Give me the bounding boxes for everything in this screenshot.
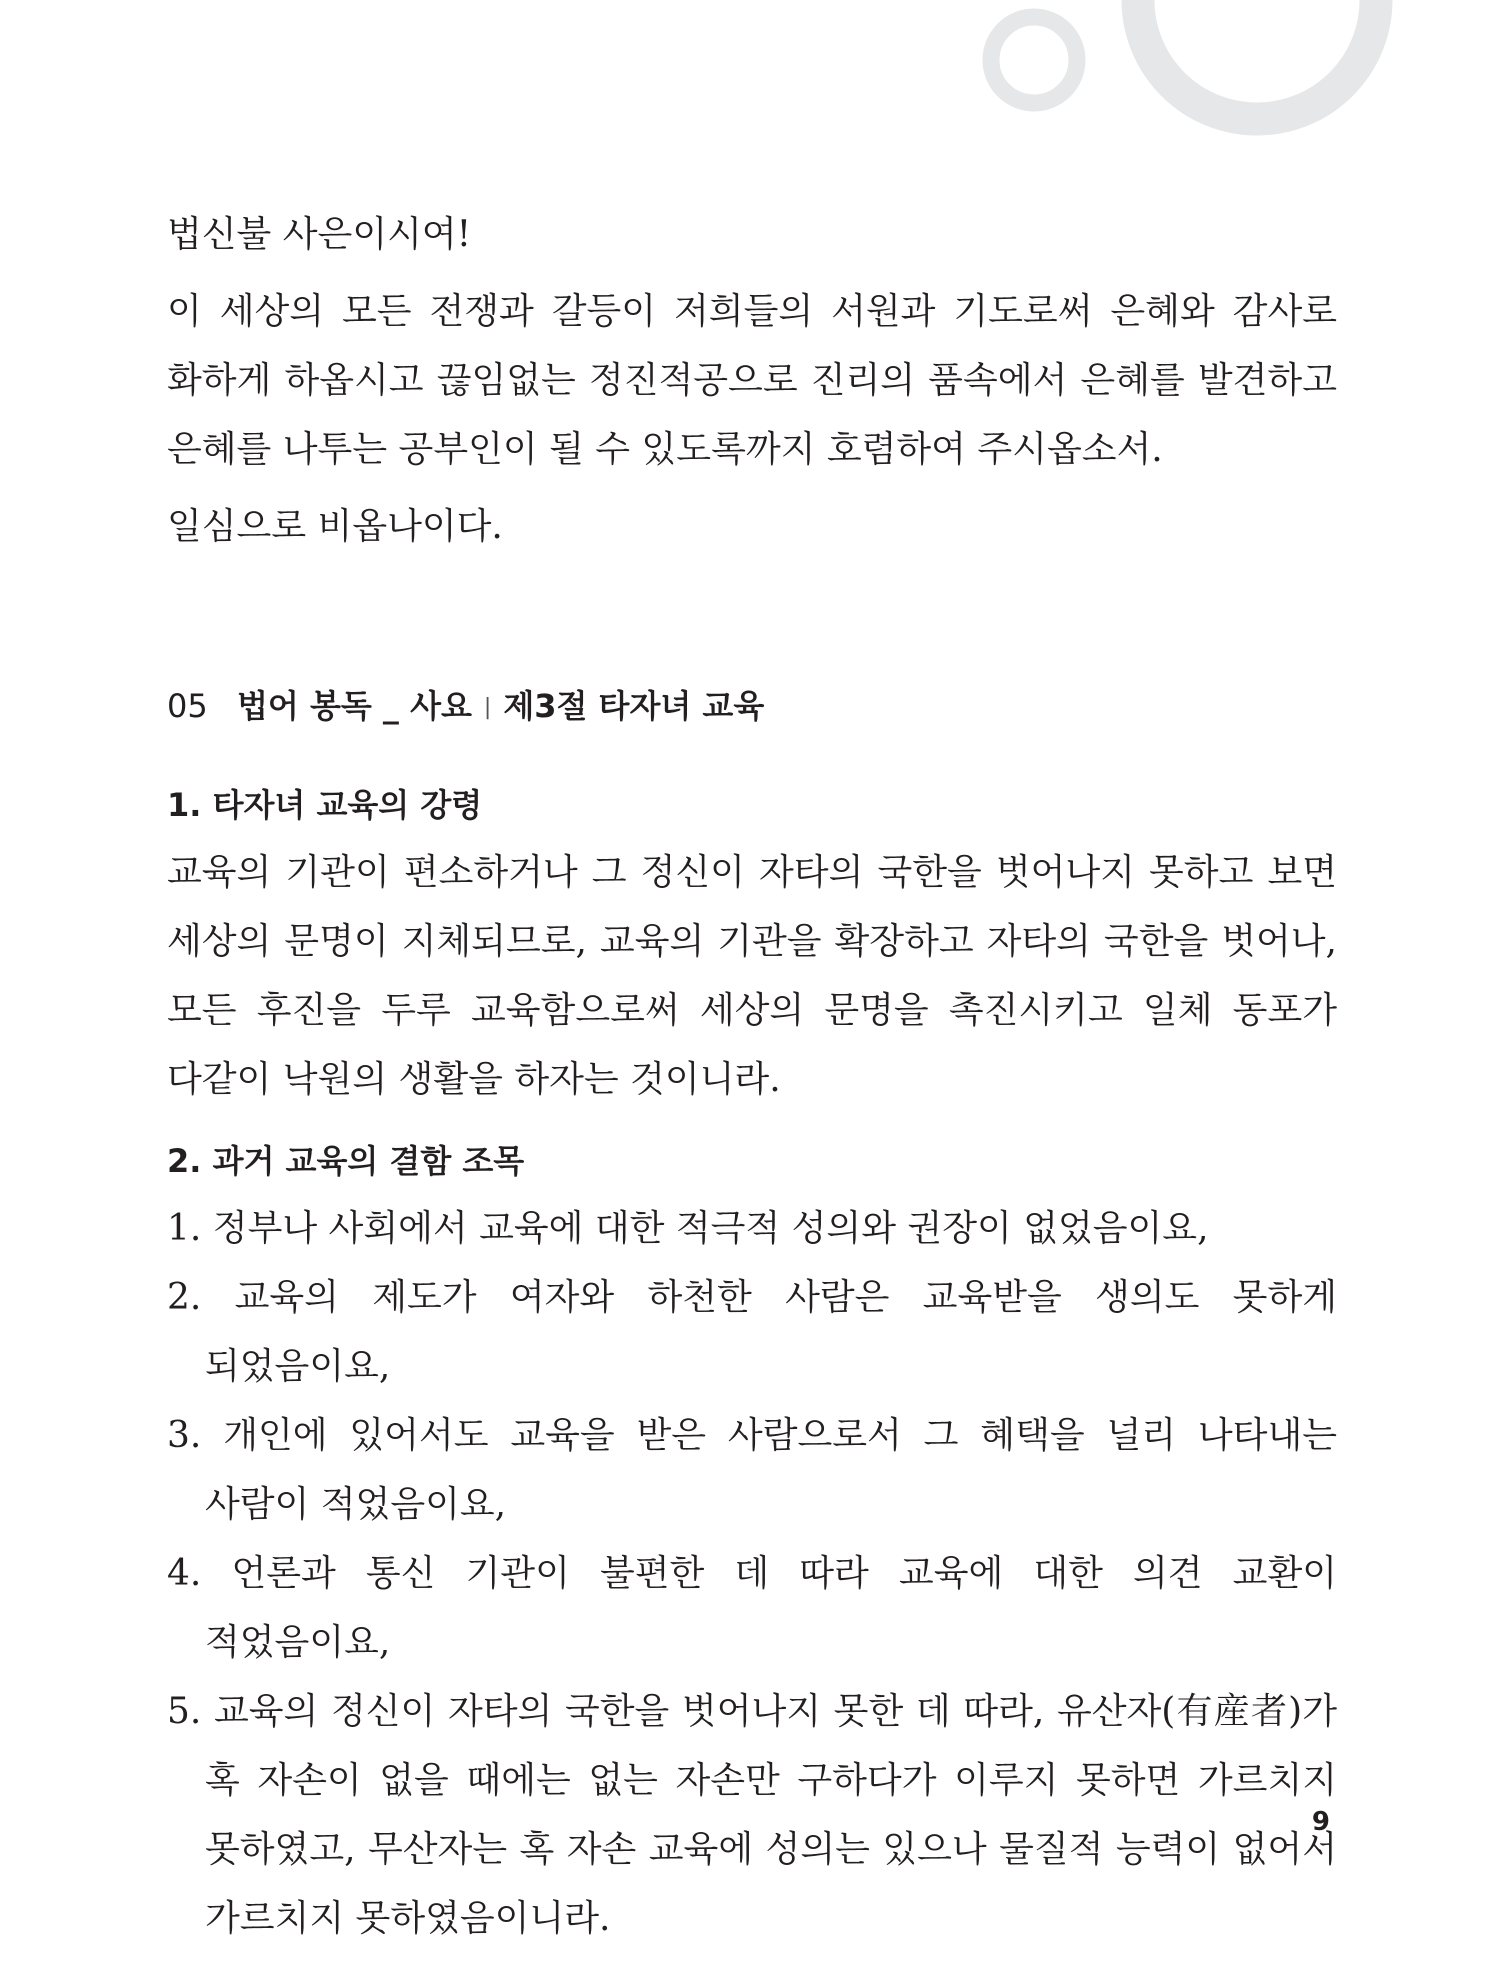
section-subtitle: 제3절 타자녀 교육 <box>503 687 765 725</box>
list-item-3: 3. 개인에 있어서도 교육을 받은 사람으로서 그 혜택을 널리 나타내는 사람이 적었음이요, <box>167 1415 1337 1525</box>
list-item-1: 1. 정부나 사회에서 교육에 대한 적극적 성의와 권장이 없었음이요, <box>167 1208 1209 1249</box>
subsection-1-body: 교육의 기관이 편소하거나 그 정신이 자타의 국한을 벗어나지 못하고 보면 세상의 문명이 지체되므로, 교육의 기관을 확장하고 자타의 국한을 벗어나, 모든 후진을 두루 교육함으로써 세상의 문명을 촉진시키고 일체 동포가 다같이 낙원의 생활을 하자는 것이니라. <box>167 852 1337 1100</box>
list-item-4: 4. 언론과 통신 기관이 불편한 데 따라 교육에 대한 의견 교환이 적었음이요, <box>167 1553 1337 1663</box>
section-heading <box>167 686 1337 728</box>
large-ring <box>1138 0 1376 119</box>
section-number: 05 <box>167 687 208 725</box>
page-number: 9 <box>1311 1807 1330 1837</box>
section-title: 법어 봉독 _ 사요 <box>237 687 472 725</box>
invocation-text: 법신불 사은이시여! <box>167 214 472 255</box>
closing-text: 일심으로 비옵나이다. <box>167 506 503 547</box>
section-separator: | <box>483 695 492 720</box>
decorative-rings <box>0 0 1500 170</box>
list-item-2: 2. 교육의 제도가 여자와 하천한 사람은 교육받을 생의도 못하게 되었음이요, <box>167 1277 1337 1387</box>
prayer-text: 이 세상의 모든 전쟁과 갈등이 저희들의 서원과 기도로써 은혜와 감사로 화하게 하옵시고 끊임없는 정진적공으로 진리의 품속에서 은혜를 발견하고 은혜를 나투는 공부인이 될 수 있도록까지 호렴하여 주시옵소서. <box>167 291 1337 470</box>
small-ring <box>991 17 1077 103</box>
page-content <box>167 200 1337 1953</box>
subsection-2-heading: 2. 과거 교육의 결함 조목 <box>167 1142 525 1180</box>
list-item-5: 5. 교육의 정신이 자타의 국한을 벗어나지 못한 데 따라, 유산자(有産者)가 혹 자손이 없을 때에는 없는 자손만 구하다가 이루지 못하면 가르치지 못하였고, 무산자는 혹 자손 교육에 성의는 있으나 물질적 능력이 없어서 가르치지 못하였음이니라. <box>167 1691 1337 1939</box>
deficiency-list <box>167 1194 1337 1953</box>
subsection-1-heading: 1. 타자녀 교육의 강령 <box>167 786 483 824</box>
